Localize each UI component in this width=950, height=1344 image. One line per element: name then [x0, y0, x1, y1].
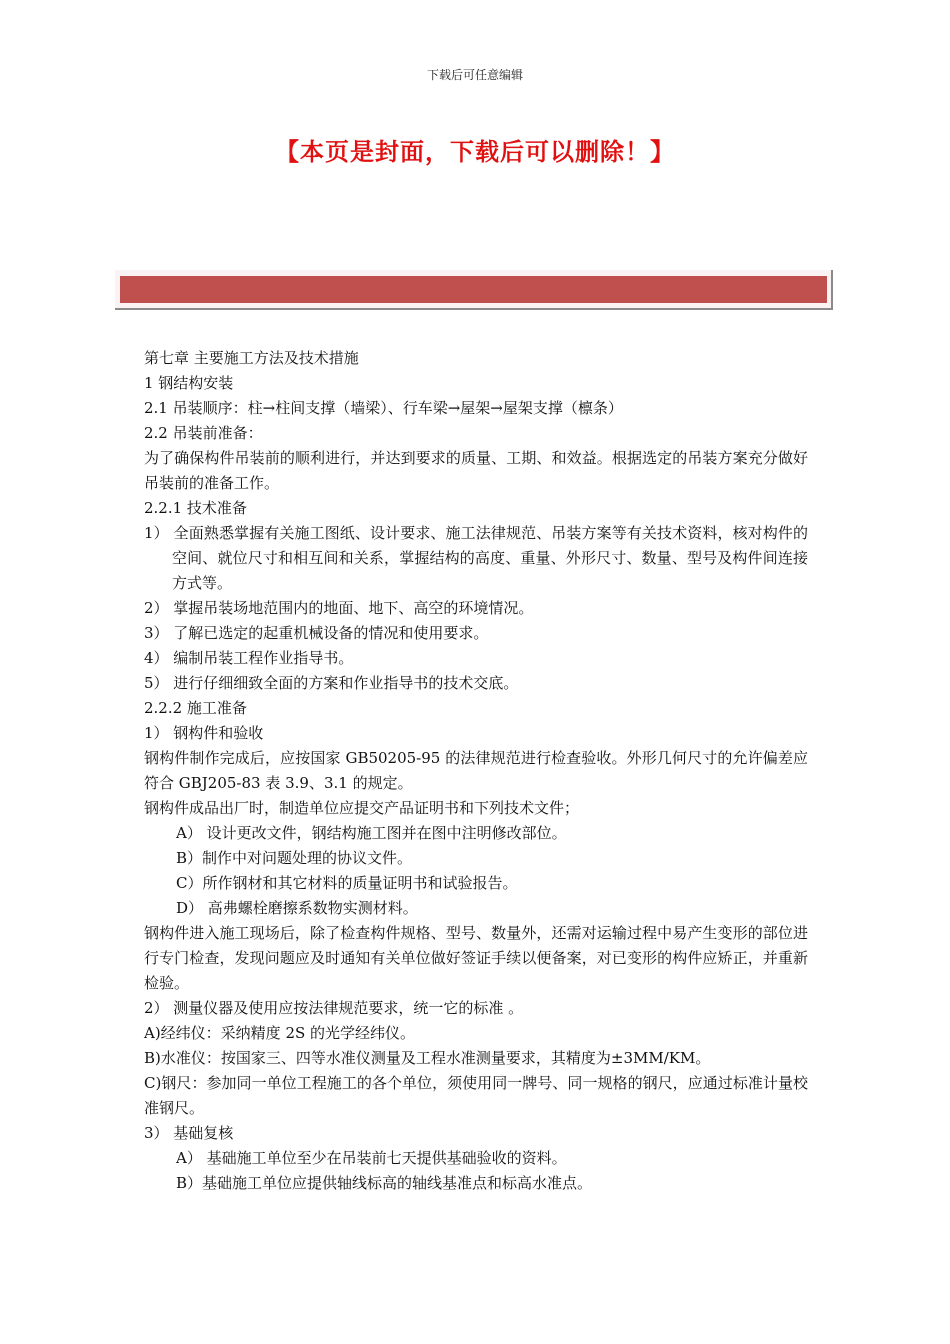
paragraph: 2.2.2 施工准备: [144, 699, 247, 717]
paragraph: A)经纬仪：采纳精度 2S 的光学经纬仪。: [144, 1024, 416, 1042]
paragraph: D） 高弗螺栓磨擦系数物实测材料。: [176, 899, 418, 917]
paragraph: B）制作中对问题处理的协议文件。: [176, 849, 413, 867]
paragraph: 2） 掌握吊装场地范围内的地面、地下、高空的环境情况。: [144, 599, 534, 617]
header-note: 下载后可任意编辑: [426, 68, 523, 82]
paragraph: 2） 测量仪器及使用应按法律规范要求，统一它的标准 。: [144, 999, 524, 1017]
paragraph: 钢构件制作完成后，应按国家 GB50205-95 的法律规范进行检查验收。外形几何尺寸的允许偏差应符合 GBJ205-83 表 3.9、3.1 的规定。: [144, 749, 808, 792]
paragraph: 第七章 主要施工方法及技术措施: [144, 349, 359, 367]
paragraph: 4） 编制吊装工程作业指导书。: [144, 649, 354, 667]
paragraph: B)水准仪：按国家三、四等水准仪测量及工程水准测量要求，其精度为±3MM/KM。: [144, 1049, 711, 1067]
decorative-divider-bar: [115, 270, 833, 310]
cover-banner: 【本页是封面，下载后可以删除！】: [275, 138, 675, 166]
paragraph: 3） 基础复核: [144, 1124, 234, 1142]
paragraph: C)钢尺：参加同一单位工程施工的各个单位，须使用同一牌号、同一规格的钢尺，应通过标准计量校准钢尺。: [144, 1074, 808, 1117]
paragraph: 钢构件成品出厂时，制造单位应提交产品证明书和下列技术文件；: [144, 799, 580, 817]
paragraph: 1 钢结构安装: [144, 374, 234, 392]
paragraph: B）基础施工单位应提供轴线标高的轴线基准点和标高水准点。: [176, 1174, 593, 1192]
paragraph: 2.2 吊装前准备：: [144, 424, 263, 442]
paragraph: 钢构件进入施工现场后，除了检查构件规格、型号、数量外，还需对运输过程中易产生变形的部位进行专门检查，发现问题应及时通知有关单位做好签证手续以便备案，对已变形的构件应矫正，并重新检验。: [144, 924, 808, 992]
paragraph: C）所作钢材和其它材料的质量证明书和试验报告。: [176, 874, 518, 892]
paragraph: A） 基础施工单位至少在吊装前七天提供基础验收的资料。: [176, 1149, 567, 1167]
paragraph: 2.2.1 技术准备: [144, 499, 247, 517]
paragraph: 2.1 吊装顺序：柱→柱间支撑（墙梁）、行车梁→屋架→屋架支撑（檩条）: [144, 399, 623, 417]
paragraph: 3） 了解已选定的起重机械设备的情况和使用要求。: [144, 624, 489, 642]
paragraph: A） 设计更改文件，钢结构施工图并在图中注明修改部位。: [176, 824, 567, 842]
document-body: [144, 346, 808, 1196]
paragraph: 1） 钢构件和验收: [144, 724, 264, 742]
paragraph: 为了确保构件吊装前的顺利进行，并达到要求的质量、工期、和效益。根据选定的吊装方案充分做好吊装前的准备工作。: [144, 449, 808, 492]
divider-bar-fill: [120, 276, 827, 303]
paragraph: 1） 全面熟悉掌握有关施工图纸、设计要求、施工法律规范、吊装方案等有关技术资料，核对构件的空间、就位尺寸和相互间和关系，掌握结构的高度、重量、外形尺寸、数量、型号及构件间连接方式等。: [144, 524, 808, 592]
paragraph: 5） 进行仔细细致全面的方案和作业指导书的技术交底。: [144, 674, 519, 692]
